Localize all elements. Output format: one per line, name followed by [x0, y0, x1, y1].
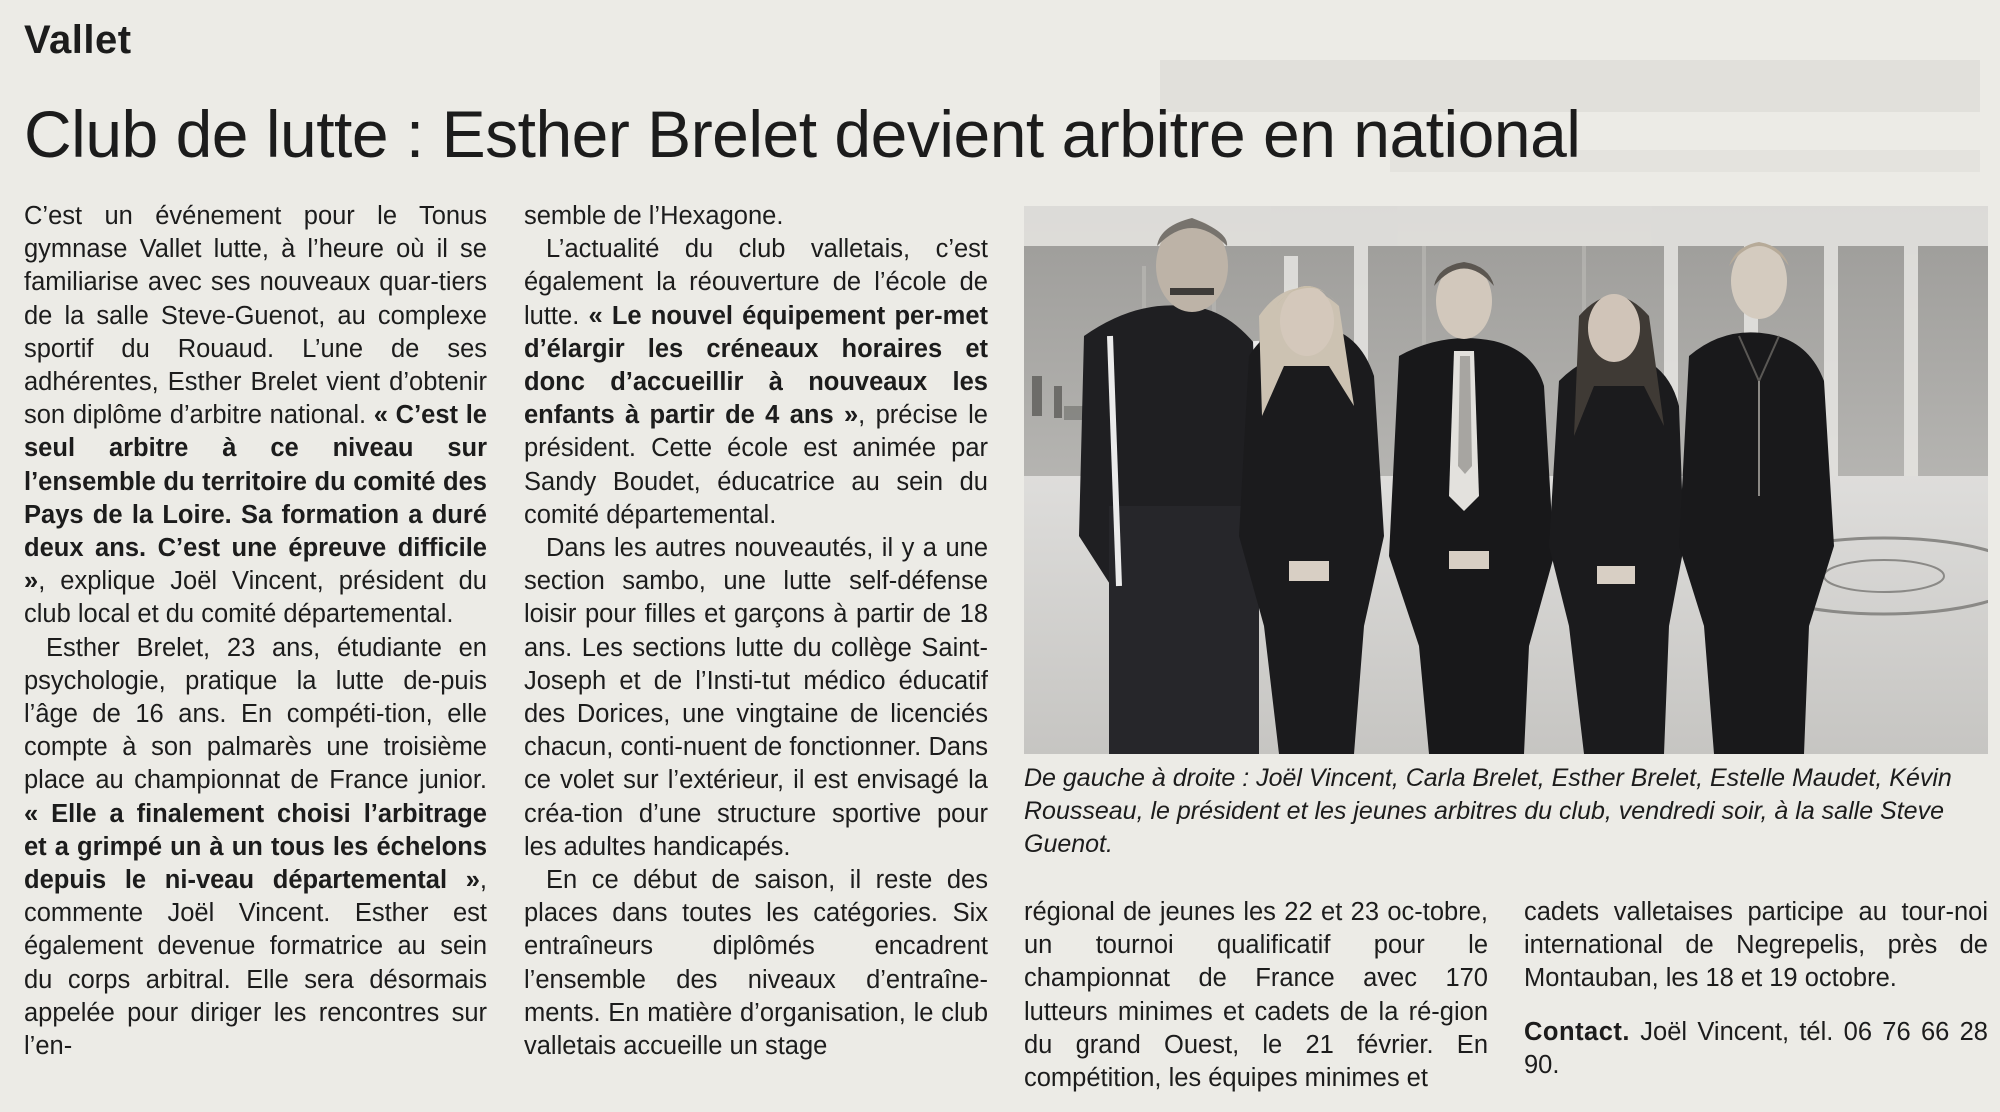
paragraph: Esther Brelet, 23 ans, étudiante en psychologie, pratique la lutte de-puis l’âge de 16 ans. En compéti-tion, elle compte à son palmarès une troisième place au championnat de France junior. « Elle a finalement choisi l’arbitrage et a grimpé un à un tous les échelons depuis le ni-veau départemental », commente Joël Vincent. Esther est également devenue formatrice au sein du corps arbitral. Elle sera désormais appelée pour diriger les rencontres sur l’en- — [24, 633, 487, 1061]
contact-line — [1524, 1016, 1988, 1082]
contact-phone: Joël Vincent, tél. 06 76 66 28 90. — [1524, 1017, 1988, 1079]
quote: « Le nouvel équipement per-met d’élargir les créneaux horaires et donc d’accueillir à nouveaux les enfants à partir de 4 ans » — [524, 301, 988, 430]
paragraph: En ce début de saison, il reste des places dans toutes les catégories. Six entraîneurs diplômés encadrent l’ensemble des niveaux d’entraîne-ments. En matière d’organisation, le club valletais accueille un stage — [524, 866, 988, 1061]
paragraph: cadets valletaises participe au tour-noi international de Negrepelis, près de Montauban, les 18 et 19 octobre. — [1524, 898, 1988, 993]
paragraph: régional de jeunes les 22 et 23 oc-tobre, un tournoi qualificatif pour le championnat de France avec 170 lutteurs minimes et cadets de la ré-gion du grand Ouest, le 21 février. En compétition, les équipes minimes et — [1024, 898, 1488, 1093]
quote: « Elle a finalement choisi l’arbitrage et a grimpé un à un tous les échelons depuis le ni-veau départemental » — [24, 799, 487, 895]
photo-caption: De gauche à droite : Joël Vincent, Carla Brelet, Esther Brelet, Estelle Maudet, Kévin Rousseau, le président et les jeunes arbitres du club, vendredi soir, à la salle Steve Guenot. — [1024, 764, 1952, 858]
headline: Club de lutte : Esther Brelet devient arbitre en national — [24, 97, 1581, 171]
article-column-4 — [1524, 896, 1988, 1082]
paragraph: semble de l’Hexagone. — [524, 202, 784, 230]
group-photo — [1024, 206, 1988, 754]
article-column-1 — [24, 200, 487, 1063]
contact-label: Contact. — [1524, 1017, 1630, 1046]
paragraph: L’actualité du club valletais, c’est également la réouverture de l’école de lutte. « Le nouvel équipement per-met d’élargir les créneaux horaires et donc d’accueillir à nouveaux les enfants à partir de 4 ans », précise le président. Cette école est animée par Sandy Boudet, éducatrice au sein du comité départemental. — [524, 235, 988, 529]
group-photo-illustration — [1024, 206, 1988, 754]
paragraph: Dans les autres nouveautés, il y a une section sambo, une lutte self-défense loisir pour filles et garçons à partir de 18 ans. Les sections lutte du collège Saint-Joseph et de l’Insti-tut médico éducatif des Dorices, une vingtaine de licenciés chacun, conti-nuent de fonctionner. Dans ce volet sur l’extérieur, il est envisagé la créa-tion d’une structure sportive pour les adultes handicapés. — [524, 534, 988, 861]
article-column-2 — [524, 200, 988, 1063]
paragraph: C’est un événement pour le Tonus gymnase Vallet lutte, à l’heure où il se familiarise avec ses nouveaux quar-tiers de la salle Steve-Guenot, au complexe sportif du Rouaud. L’une de ses adhérentes, Esther Brelet vient d’obtenir son diplôme d’arbitre national. « C’est le seul arbitre à ce niveau sur l’ensemble du territoire du comité des Pays de la Loire. Sa formation a duré deux ans. C’est une épreuve difficile », explique Joël Vincent, président du club local et du comité départemental. — [24, 202, 487, 629]
section-label: Vallet — [24, 18, 132, 62]
article-column-3 — [1024, 896, 1488, 1095]
quote: « C’est le seul arbitre à ce niveau sur l’ensemble du territoire du comité des Pays de la Loire. Sa formation a duré deux ans. C’est une épreuve difficile » — [24, 401, 487, 596]
